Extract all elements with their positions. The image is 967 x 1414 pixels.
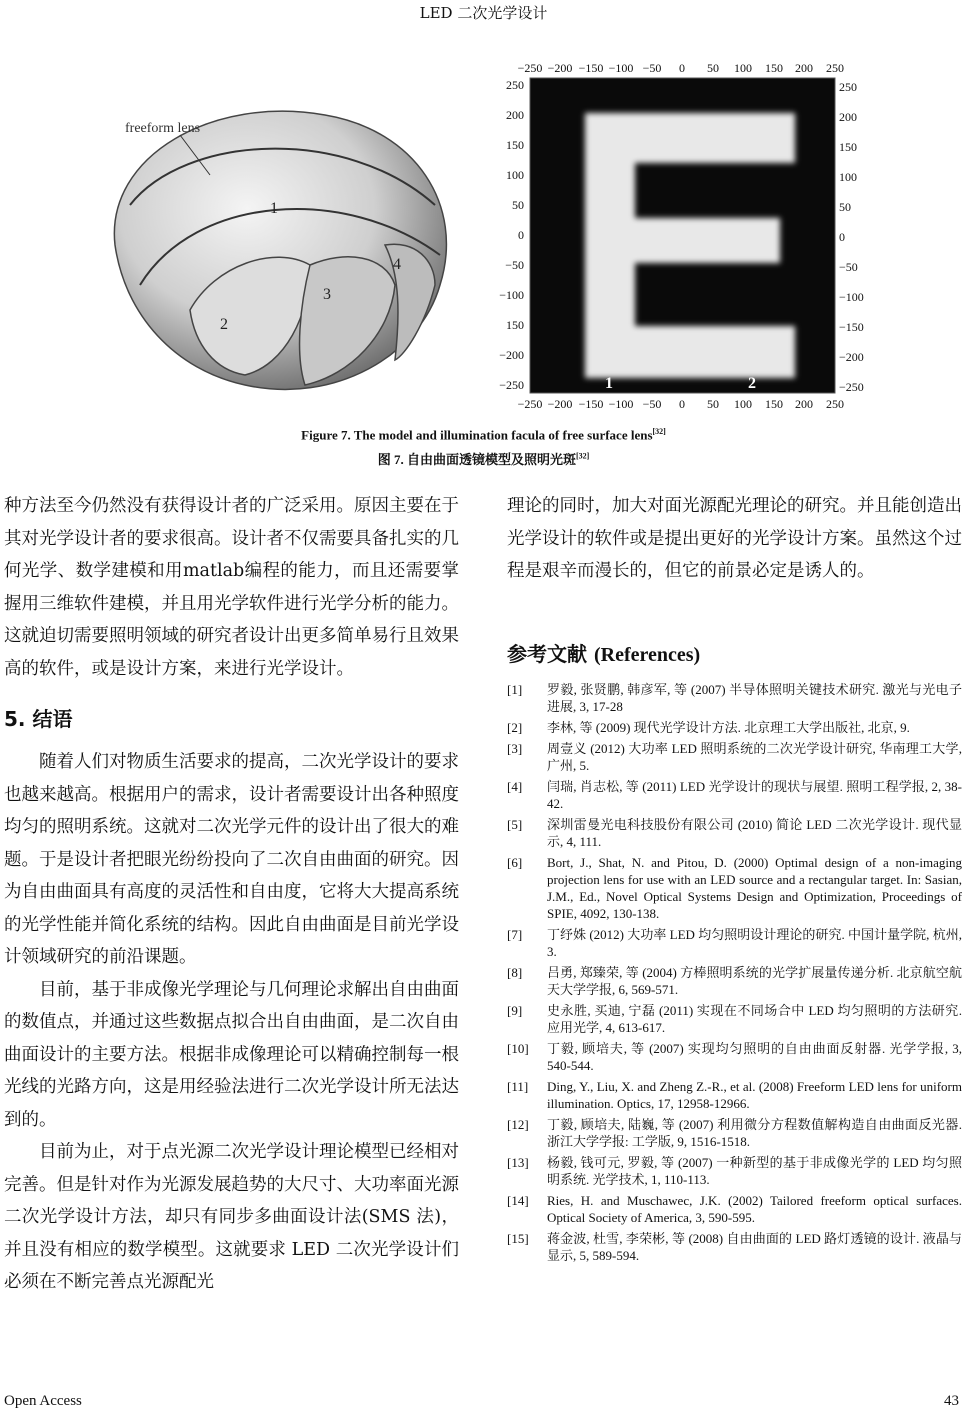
tick-x-top: −100	[608, 61, 634, 75]
reference-item	[507, 1040, 962, 1074]
top-tick-labels	[518, 61, 844, 75]
reference-list	[507, 681, 962, 1264]
letter-e-spot	[585, 113, 795, 378]
segment-number-3: 3	[323, 286, 331, 303]
tick-x-top: 100	[734, 61, 752, 75]
figure-caption-en: Figure 7. The model and illumination facula of free surface lens[32]	[301, 427, 666, 443]
reference-text: 闫瑞, 肖志松, 等 (2011) LED 光学设计的现状与展望. 照明工程学报, 2, 38-42.	[547, 778, 962, 811]
reference-item	[507, 1002, 962, 1036]
reference-text: 罗毅, 张贤鹏, 韩彦军, 等 (2007) 半导体照明关键技术研究. 激光与光电子进展, 3, 17-28	[547, 681, 962, 714]
reference-text: Ding, Y., Liu, X. and Zheng Z.-R., et al. (2008) Freeform LED lens for uniform illumination. Optics, 17, 12958-12966.	[547, 1078, 962, 1111]
tick-y-left: −200	[499, 348, 524, 362]
reference-item	[507, 964, 962, 998]
reference-number: [14]	[507, 1192, 529, 1208]
tick-x-top: −50	[642, 61, 662, 75]
tick-y-left: 50	[512, 198, 524, 212]
tick-y-right: 150	[839, 140, 857, 154]
reference-text: 史永胜, 买迪, 宁磊 (2011) 实现在不同场合中 LED 均匀照明的方法研究. 应用光学, 4, 613-617.	[547, 1002, 962, 1035]
reference-item	[507, 854, 962, 922]
reference-text: Ries, H. and Muschawec, J.K. (2002) Tailored freeform optical surfaces. Optical Society of America, 3, 590-595.	[547, 1192, 962, 1225]
caption-zh-citation: [32]	[575, 451, 590, 461]
tick-x-top: −150	[578, 61, 604, 75]
tick-x-bottom: −50	[642, 397, 662, 411]
paragraph: 理论的同时，加大对面光源配光理论的研究。并且能创造出光学设计的软件或是提出更好的光学设计方案。虽然这个过程是艰辛而漫长的，但它的前景必定是诱人的。	[507, 496, 962, 581]
spot-label-2: 2	[748, 375, 756, 392]
reference-number: [7]	[507, 926, 523, 942]
reference-number: [1]	[507, 681, 523, 697]
reference-text: 李林, 等 (2009) 现代光学设计方法. 北京理工大学出版社, 北京, 9.	[547, 719, 910, 735]
tick-x-bottom: 0	[679, 397, 685, 411]
reference-number: [15]	[507, 1230, 529, 1246]
running-header: LED 二次光学设计	[419, 4, 548, 22]
tick-y-left: 150	[506, 318, 524, 332]
figure-caption-zh: 图 7. 自由曲面透镜模型及照明光斑[32]	[377, 451, 590, 467]
freeform-lens-label: freeform lens	[125, 121, 201, 136]
tick-x-bottom: 200	[795, 397, 813, 411]
reference-text: 蒋金波, 杜雪, 李荣彬, 等 (2008) 自由曲面的 LED 路灯透镜的设计. 液晶与显示, 5, 589-594.	[547, 1230, 962, 1263]
segment-number-1: 1	[270, 200, 278, 217]
paragraph: 种方法至今仍然没有获得设计者的广泛采用。原因主要在于其对光学设计者的要求很高。设计者不仅需要具备扎实的几何光学、数学建模和用matlab编程的能力，而且还需要掌握用三维软件建模，并且用光学软件进行光学分析的能力。这就迫切需要照明领域的研究者设计出更多简单易行且效果高的软件，或是设计方案，来进行光学设计。	[4, 496, 459, 679]
tick-x-bottom: −100	[608, 397, 634, 411]
reference-item	[507, 816, 962, 850]
reference-number: [9]	[507, 1002, 523, 1018]
tick-y-left: −50	[505, 258, 524, 272]
tick-x-top: 150	[765, 61, 783, 75]
tick-y-right: 200	[839, 110, 857, 124]
reference-number: [10]	[507, 1040, 529, 1056]
tick-y-right: 0	[839, 230, 845, 244]
reference-item	[507, 1230, 962, 1264]
tick-y-right: 100	[839, 170, 857, 184]
reference-item	[507, 1154, 962, 1188]
reference-number: [12]	[507, 1116, 529, 1132]
freeform-lens-model-figure	[95, 55, 485, 417]
reference-item	[507, 1116, 962, 1150]
tick-y-left: 100	[506, 168, 524, 182]
tick-x-bottom: 250	[826, 397, 844, 411]
tick-y-right: 50	[839, 200, 851, 214]
page-number: 43	[944, 1393, 959, 1409]
tick-x-bottom: −200	[547, 397, 573, 411]
tick-y-right: −50	[839, 260, 858, 274]
tick-x-top: −250	[517, 61, 543, 75]
reference-number: [5]	[507, 816, 523, 832]
spot-label-1: 1	[605, 375, 613, 392]
reference-text: 丁毅, 顾培夫, 等 (2007) 实现均匀照明的自由曲面反射器. 光学学报, 3, 540-544.	[547, 1040, 962, 1073]
segment-number-2: 2	[220, 316, 228, 333]
left-tick-labels	[499, 78, 524, 392]
reference-item	[507, 719, 962, 736]
reference-item	[507, 1192, 962, 1226]
reference-text: Bort, J., Shat, N. and Pitou, D. (2000) Optimal design of a non-imaging projection lens for use with an LED source and a rectangular target. In: Sasian, J.M., Ed., Novel Optical Systems Design and Optimization, Proceedings of SPIE, 4092, 130-138.	[547, 854, 962, 921]
tick-x-top: 50	[707, 61, 719, 75]
reference-number: [4]	[507, 778, 523, 794]
tick-x-top: 0	[679, 61, 685, 75]
tick-y-right: −200	[839, 350, 864, 364]
reference-text: 丁毅, 顾培夫, 陆巍, 等 (2007) 利用微分方程数值解构造自由曲面反光器. 浙江大学学报: 工学版, 9, 1516-1518.	[547, 1116, 962, 1149]
reference-number: [13]	[507, 1154, 529, 1170]
paragraph: 目前，基于非成像光学理论与几何理论求解出自由曲面的数值点，并通过这些数据点拟合出自由曲面，是二次自由曲面设计的主要方法。根据非成像理论可以精确控制每一根光线的光路方向，这是用经验法进行二次光学设计所无法达到的。	[4, 979, 459, 1130]
reference-item	[507, 681, 962, 715]
reference-item	[507, 1078, 962, 1112]
bottom-tick-labels	[518, 397, 844, 411]
references-heading-zh: 参考文献	[507, 641, 587, 666]
section-heading: 5. 结语	[4, 707, 73, 731]
paragraph: 目前为止，对于点光源二次光学设计理论模型已经相对完善。但是针对作为光源发展趋势的大尺寸、大功率面光源二次光学设计方法，却只有同步多曲面设计法(SMS 法)，并且没有相应的数学模型。这就要求 LED 二次光学设计们必须在不断完善点光源配光	[4, 1142, 459, 1292]
reference-number: [2]	[507, 719, 523, 735]
reference-text: 深圳雷曼光电科技股份有限公司 (2010) 简论 LED 二次光学设计. 现代显示, 4, 111.	[547, 816, 962, 849]
left-column	[4, 490, 459, 1299]
reference-item	[507, 778, 962, 812]
reference-number: [8]	[507, 964, 523, 980]
tick-x-bottom: 50	[707, 397, 719, 411]
tick-y-left: −100	[499, 288, 524, 302]
right-tick-labels	[839, 80, 864, 394]
references-heading-en: (References)	[593, 643, 701, 666]
paragraph: 随着人们对物质生活要求的提高，二次光学设计的要求也越来越高。根据用户的需求，设计者需要设计出各种照度均匀的照明系统。这就对二次光学元件的设计出了很大的难题。于是设计者把眼光纷纷投向了二次自由曲面的研究。因为自由曲面具有高度的灵活性和自由度，它将大大提高系统的光学性能并简化系统的结构。因此自由曲面是目前光学设计领域研究的前沿课题。	[4, 752, 459, 967]
reference-text: 丁纾姝 (2012) 大功率 LED 均匀照明设计理论的研究. 中国计量学院, 杭州, 3.	[547, 926, 962, 959]
illumination-facula-figure	[490, 58, 880, 413]
tick-y-left: −250	[499, 378, 524, 392]
tick-x-bottom: 100	[734, 397, 752, 411]
reference-item	[507, 926, 962, 960]
tick-x-bottom: −150	[578, 397, 604, 411]
tick-y-left: 250	[506, 78, 524, 92]
tick-x-top: 250	[826, 61, 844, 75]
tick-y-right: −150	[839, 320, 864, 334]
reference-text: 周壹义 (2012) 大功率 LED 照明系统的二次光学设计研究, 华南理工大学, 广州, 5.	[547, 740, 962, 773]
footer-open-access: Open Access	[4, 1393, 82, 1409]
reference-number: [3]	[507, 740, 523, 756]
tick-x-bottom: −250	[517, 397, 543, 411]
tick-y-left: 0	[518, 228, 524, 242]
reference-number: [6]	[507, 854, 523, 870]
right-column	[507, 490, 962, 1268]
tick-x-bottom: 150	[765, 397, 783, 411]
reference-number: [11]	[507, 1078, 529, 1094]
reference-item	[507, 740, 962, 774]
tick-x-top: −200	[547, 61, 573, 75]
tick-y-right: 250	[839, 80, 857, 94]
tick-x-top: 200	[795, 61, 813, 75]
lens-segment-3	[300, 257, 395, 385]
tick-y-right: −100	[839, 290, 864, 304]
tick-y-right: −250	[839, 380, 864, 394]
tick-y-left: 200	[506, 108, 524, 122]
caption-en-citation: [32]	[652, 427, 666, 436]
reference-text: 杨毅, 钱可元, 罗毅, 等 (2007) 一种新型的基于非成像光学的 LED 均匀照明系统. 光学技术, 1, 110-113.	[547, 1154, 962, 1187]
segment-number-4: 4	[393, 256, 401, 273]
references-heading	[507, 638, 962, 667]
reference-text: 吕勇, 郑臻荣, 等 (2004) 方棒照明系统的光学扩展量传递分析. 北京航空航天大学学报, 6, 569-571.	[547, 964, 962, 997]
tick-y-left: 150	[506, 138, 524, 152]
